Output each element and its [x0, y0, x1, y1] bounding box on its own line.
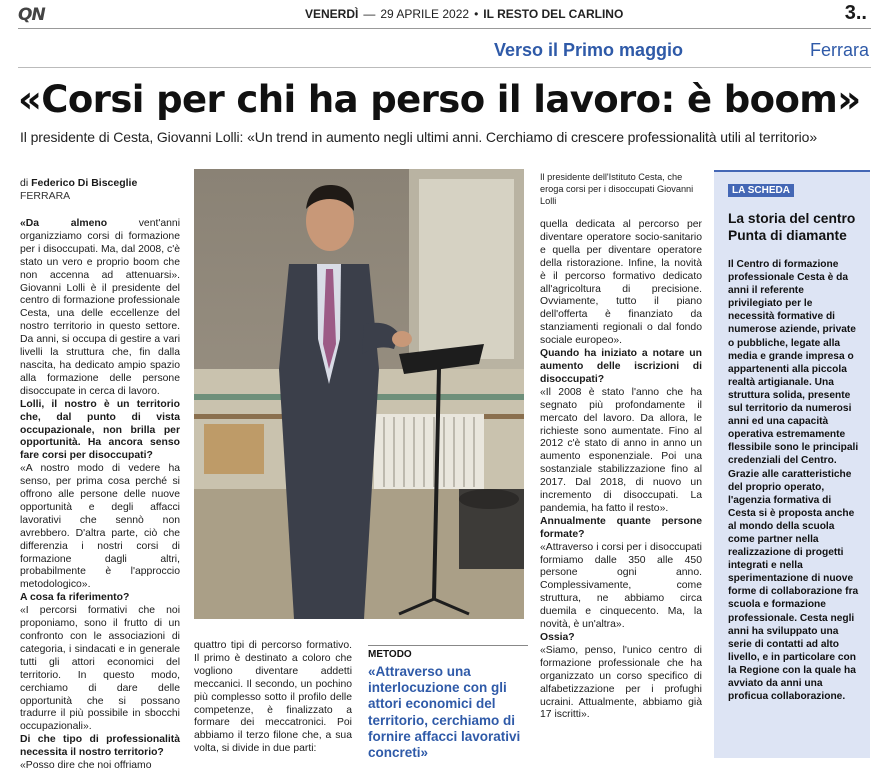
paragraph: «Attraverso i corsi per i disoccupati formiamo dalle 350 alle 450 persone ogni anno. Complessivamente, come struttura, ne abbiamo circa duemila e cinquecento. Ma, la novità, è un'altra».	[540, 541, 702, 631]
newspaper-logo: QN	[18, 5, 45, 25]
question: Quando ha iniziato a notare un aumento delle iscrizioni di disoccupati?	[540, 348, 702, 385]
article-column-3	[540, 219, 702, 722]
dateline: VENERDÌ — 29 APRILE 2022 • IL RESTO DEL CARLINO	[305, 7, 624, 21]
info-box-tag: LA SCHEDA	[728, 184, 794, 197]
byline: di Federico Di Bisceglie FERRARA	[20, 177, 138, 202]
kicker: Verso il Primo maggio	[494, 40, 684, 60]
pull-quote-text: «Attraverso una interlocuzione con gli attori economici del territorio, cerchiamo di fornire affacci lavorativi concreti»	[368, 664, 521, 761]
article-column-1	[20, 218, 180, 770]
top-divider	[18, 28, 871, 29]
paragraph: quattro tipi di percorso formativo. Il primo è destinato a coloro che vogliono diventare addetti meccanici. Il secondo, un pochino più complesso sotto il profilo delle competenze, è finalizzato a formare dei meccatronici. Poi abbiamo il terzo filone che, a sua volta, si divide in due parti:	[194, 640, 352, 755]
question: A cosa fa riferimento?	[20, 592, 130, 604]
masthead	[0, 0, 889, 30]
info-box-text: Il Centro di formazione professionale Cesta è da anni il referente privilegiato per le necessità formative di numerose aziende, private o pubbliche, legate alla media e grande impresa o appartenenti alla piccola realtà artigianale. Una struttura solida, presente sul territorio da numerosi anni ed una capacità operativa estremamente flessibile sono le principali credenziali del Centro. Grazie alle caratteristiche del proprio operato, l'agenzia formativa di Cesta si è proposta anche al mondo della scuola come partner nella realizzazione di progetti integrati e nella sperimentazione di nuove forme di collaborazione fra scuola e formazione professionale. Cesta negli anni ha sviluppato una serie di contatti ad alto livello, e in particolare con la Regione con la quale ha avviato da anni una proficua collaborazione.	[728, 259, 859, 703]
question: Lolli, il nostro è un territorio che, dal punto di vista occupazionale, non brilla per opportunità. Ha ancora senso fare corsi per disoccupati?	[20, 398, 180, 462]
author-name: Federico Di Bisceglie	[31, 177, 138, 189]
photo-illustration	[194, 169, 524, 619]
paragraph: «A nostro modo di vedere ha senso, per prima cosa perché si offrono alle persone delle nuove opportunità e degli affacci lavorativi che sennò non avrebbero. D'altra parte, ciò che differenzia i nostri corsi di formazione dagli altri, probabilmente è l'approccio metodologico».	[20, 463, 180, 591]
pull-quote-label: METODO	[368, 649, 412, 660]
paragraph: «I percorsi formativi che noi proponiamo, sono il frutto di un confronto con le associazioni di categoria, i sindacati e in generale tutti gli attori economici del territorio. In questo modo, cerchiamo di dare delle opportunità che si possano tradurre il più possibile in sbocchi occupazionali».	[20, 605, 180, 733]
info-box-title: La storia del centro Punta di diamante	[728, 211, 856, 243]
question: Di che tipo di professionalità necessita il nostro territorio?	[20, 734, 180, 759]
photo-caption: Il presidente dell'Istituto Cesta, che eroga corsi per i disoccupati Giovanni Lolli	[540, 172, 694, 206]
byline-location: FERRARA	[20, 190, 71, 202]
paragraph: «Il 2008 è stato l'anno che ha segnato più profondamente il mercato del lavoro. Da allora, le richieste sono aumentate. Fino al 2012 c'è stato di anno in anno un aumento esponenziale. Poi una sostanziale stabilizzazione fino al 2017. Dal 2018, di nuovo un incremento di disoccupati. La pandemia, ha fatto il resto».	[540, 386, 702, 514]
headline: «Corsi per chi ha perso il lavoro: è boom»	[18, 78, 861, 121]
question: Ossia?	[540, 632, 575, 643]
day: VENERDÌ	[305, 7, 359, 21]
page-number: 3..	[844, 2, 867, 24]
paragraph: quella dedicata al percorso per diventare operatore socio-sanitario e quella per diventare operatore della ristorazione. Infine, la novità è il percorso formativo dedicato all'agricoltura di precisione. Ovviamente, tutto il piano dell'offerta è finanziato da stanziamenti regionali o dal fondo sociale europeo».	[540, 219, 702, 347]
paragraph: «Da almeno vent'anni organizziamo corsi di formazione per i disoccupati. Ma, dal 2008, c'è stato un vero e proprio boom che non accenna ad attenuarsi». Giovanni Lolli è il presidente del centro di formazione professionale Cesta, una delle eccellenze del nostro territorio in questo settore. Da anni, si occupa di gestire a vari livelli la struttura che, fin dalla nascita, ha dedicato ampio spazio alla formazione delle persone disoccupate in cerca di lavoro.	[20, 218, 181, 397]
subheadline: Il presidente di Cesta, Giovanni Lolli: «Un trend in aumento negli ultimi anni. Cerchiamo di crescere professionalità utili al territorio»	[20, 129, 818, 145]
newspaper-name: IL RESTO DEL CARLINO	[483, 7, 624, 21]
paragraph: «Siamo, penso, l'unico centro di formazione professionale che ha organizzato un corso specifico di alfabetizzazione per i profughi ucraini. Attualmente, abbiamo già 17 iscritti».	[540, 644, 702, 721]
paragraph: «Posso dire che noi offriamo	[20, 760, 152, 770]
article-photo	[194, 169, 524, 619]
date: 29 APRILE 2022	[380, 7, 470, 21]
question: Annualmente quante persone formate?	[540, 515, 702, 540]
section-label: Ferrara	[809, 40, 869, 60]
header-divider	[18, 67, 871, 68]
pull-quote-divider	[368, 645, 528, 646]
info-box	[714, 170, 870, 758]
pull-quote	[368, 645, 528, 761]
article-column-2	[194, 640, 352, 756]
